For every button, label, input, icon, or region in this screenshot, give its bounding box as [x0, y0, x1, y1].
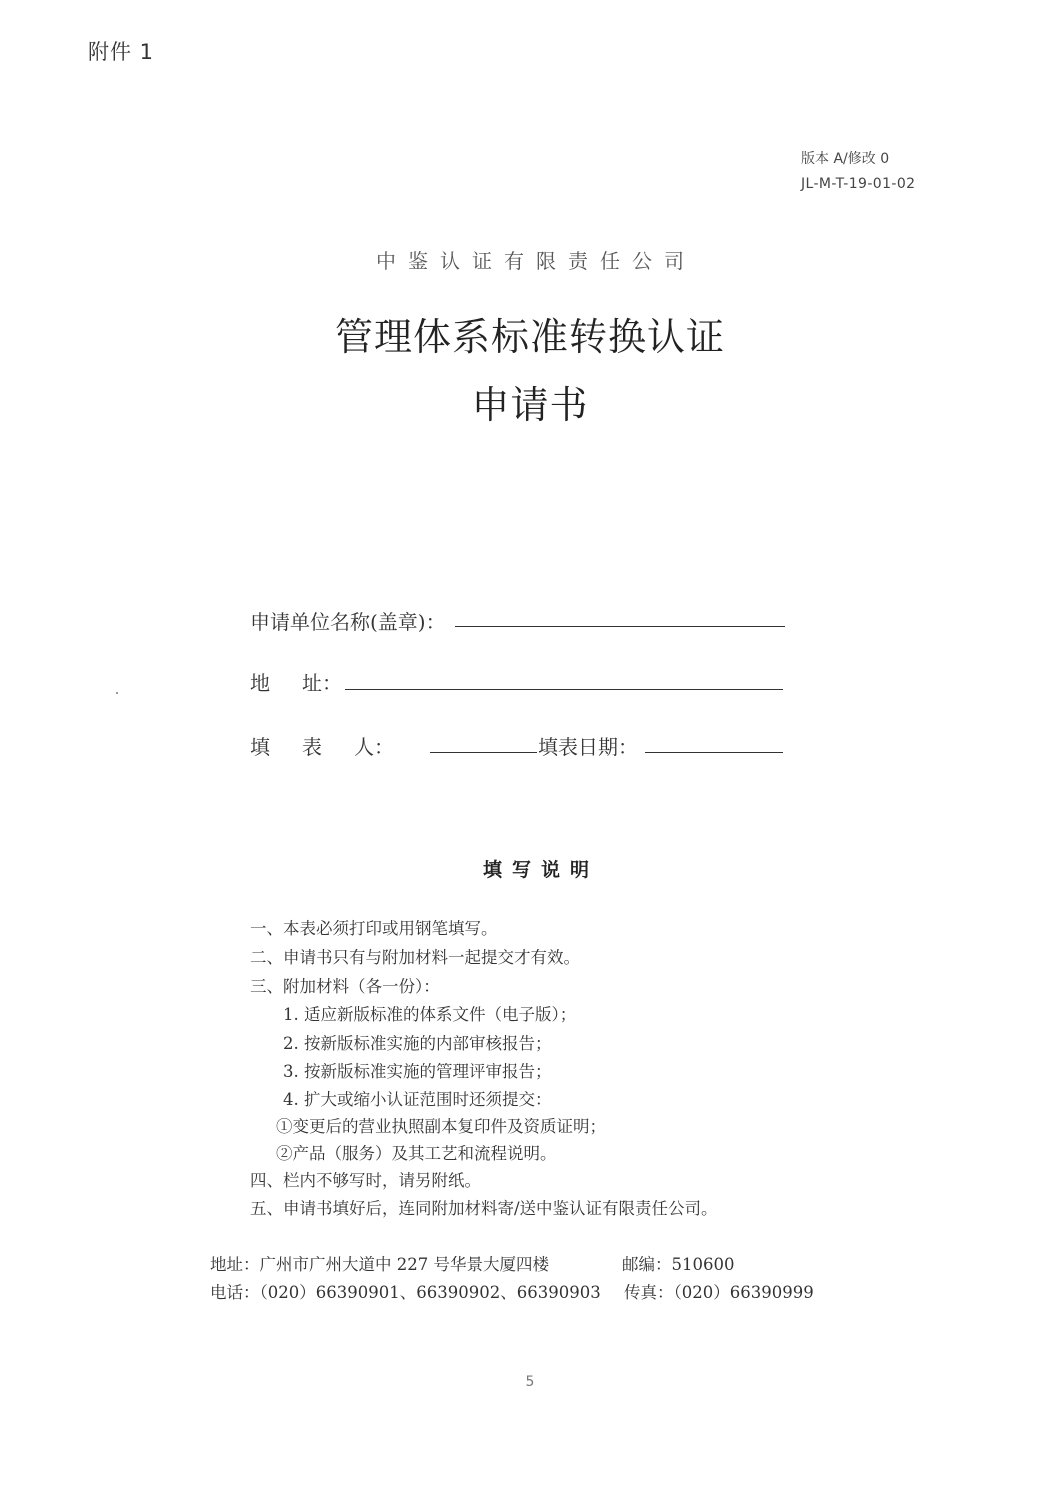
address-label-part1: 地: [250, 671, 270, 695]
contact-fax: 传真：（020）66390999: [624, 1283, 814, 1302]
applicant-name-field[interactable]: [455, 626, 785, 627]
address-label-part2: 址：: [302, 671, 342, 695]
date-label: 填表日期：: [538, 735, 638, 759]
document-subtitle: 申请书: [471, 383, 589, 427]
form-code: JL-M-T-19-01-02: [801, 176, 916, 192]
instruction-item: 三、附加材料（各一份）：: [250, 977, 440, 996]
page-number: 5: [525, 1374, 535, 1390]
instruction-item: 五、申请书填好后，连同附加材料寄/送中鉴认证有限责任公司。: [250, 1199, 718, 1218]
contact-address: 地址：广州市广州大道中 227 号华景大厦四楼: [210, 1255, 549, 1274]
instruction-sub-item: ①变更后的营业执照副本复印件及资质证明；: [276, 1117, 606, 1136]
filler-label-part3: 人：: [354, 735, 394, 759]
applicant-label: 申请单位名称(盖章)：: [250, 610, 446, 634]
company-name: 中鉴认证有限责任公司: [376, 249, 696, 273]
version-label: 版本 A/修改 0: [801, 151, 890, 167]
attachment-label: 附件 1: [88, 40, 155, 64]
contact-phone: 电话：（020）66390901、66390902、66390903: [210, 1283, 601, 1302]
instruction-sub-item: 2. 按新版标准实施的内部审核报告；: [283, 1034, 552, 1053]
filler-label-part1: 填: [250, 735, 270, 759]
scan-speck: [116, 692, 118, 694]
instruction-sub-item: 1. 适应新版标准的体系文件（电子版）；: [283, 1005, 577, 1024]
filler-label-part2: 表: [302, 735, 322, 759]
instruction-item: 四、栏内不够写时，请另附纸。: [250, 1171, 481, 1190]
address-field[interactable]: [345, 689, 783, 690]
instructions-title: 填写说明: [482, 859, 599, 881]
filler-name-field[interactable]: [430, 752, 537, 753]
document-title: 管理体系标准转换认证: [334, 315, 725, 359]
instruction-item: 二、申请书只有与附加材料一起提交才有效。: [250, 948, 580, 967]
date-field[interactable]: [645, 752, 783, 753]
instruction-sub-item: 3. 按新版标准实施的管理评审报告；: [283, 1062, 552, 1081]
instruction-item: 一、本表必须打印或用钢笔填写。: [250, 919, 498, 938]
instruction-sub-item: 4. 扩大或缩小认证范围时还须提交：: [283, 1090, 552, 1109]
instruction-sub-item: ②产品（服务）及其工艺和流程说明。: [276, 1144, 557, 1163]
contact-postcode: 邮编：510600: [622, 1255, 735, 1274]
